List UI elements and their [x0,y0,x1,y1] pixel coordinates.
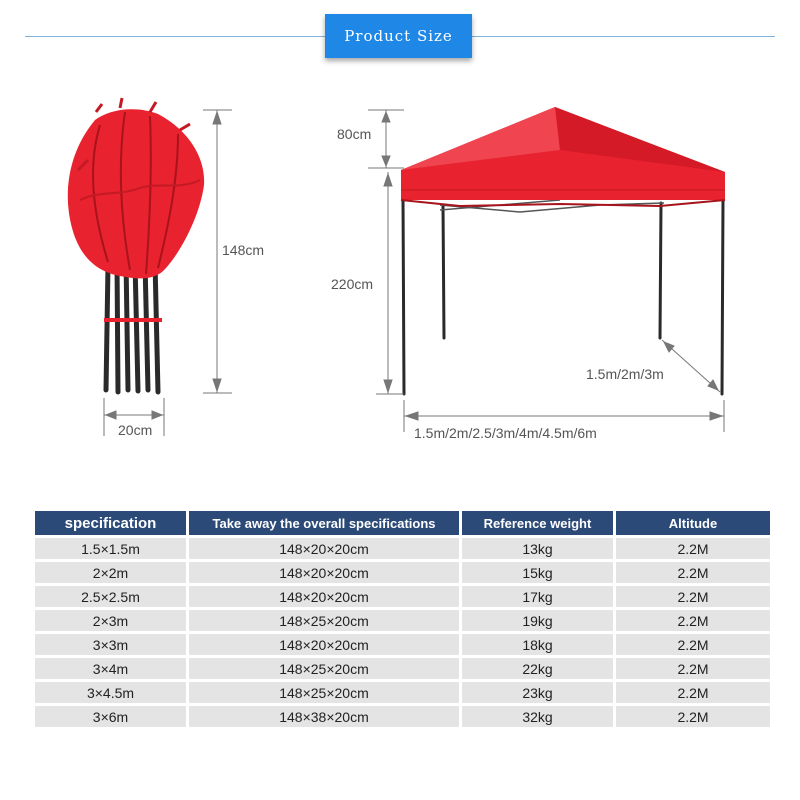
cell-specification: 3×4m [35,658,186,679]
table-header-row [35,511,770,535]
cell-altitude: 2.2M [616,634,770,655]
cell-reference-weight: 13kg [462,538,613,559]
cell-altitude: 2.2M [616,706,770,727]
cell-reference-weight: 19kg [462,610,613,631]
peak-height-label: 80cm [337,126,372,142]
cell-overall-specifications: 148×38×20cm [189,706,459,727]
folded-height-label: 148cm [222,242,265,258]
cell-overall-specifications: 148×20×20cm [189,538,459,559]
cell-reference-weight: 22kg [462,658,613,679]
cell-overall-specifications: 148×25×20cm [189,610,459,631]
cell-overall-specifications: 148×25×20cm [189,682,459,703]
leg-height-label: 220cm [331,276,374,292]
cell-specification: 2×3m [35,610,186,631]
cell-specification: 3×6m [35,706,186,727]
cell-altitude: 2.2M [616,658,770,679]
cell-specification: 3×4.5m [35,682,186,703]
cell-altitude: 2.2M [616,682,770,703]
column-header-altitude: Altitude [616,511,770,535]
cell-altitude: 2.2M [616,586,770,607]
table-row [35,610,770,631]
cell-specification: 2.5×2.5m [35,586,186,607]
cell-reference-weight: 17kg [462,586,613,607]
cell-reference-weight: 23kg [462,682,613,703]
column-header-specification: specification [35,511,186,535]
cell-overall-specifications: 148×20×20cm [189,562,459,583]
cell-reference-weight: 15kg [462,562,613,583]
width-label: 1.5m/2m/2.5/3m/4m/4.5m/6m [414,425,597,441]
cell-specification: 2×2m [35,562,186,583]
table-row [35,658,770,679]
cell-overall-specifications: 148×25×20cm [189,658,459,679]
cell-overall-specifications: 148×20×20cm [189,634,459,655]
open-tent-illustration [401,107,725,394]
table-row [35,538,770,559]
section-title: Product Size [325,14,472,58]
cell-specification: 3×3m [35,634,186,655]
column-header-reference-weight: Reference weight [462,511,613,535]
depth-label: 1.5m/2m/3m [586,366,664,382]
cell-reference-weight: 32kg [462,706,613,727]
cell-altitude: 2.2M [616,538,770,559]
folded-tent-illustration [68,98,204,392]
cell-specification: 1.5×1.5m [35,538,186,559]
folded-width-label: 20cm [118,422,153,438]
cell-reference-weight: 18kg [462,634,613,655]
specification-table [32,508,773,730]
table-row [35,562,770,583]
table-row [35,634,770,655]
table-row [35,682,770,703]
cell-altitude: 2.2M [616,610,770,631]
cell-overall-specifications: 148×20×20cm [189,586,459,607]
cell-altitude: 2.2M [616,562,770,583]
column-header-overall-specifications: Take away the overall specifications [189,511,459,535]
table-row [35,586,770,607]
table-row [35,706,770,727]
